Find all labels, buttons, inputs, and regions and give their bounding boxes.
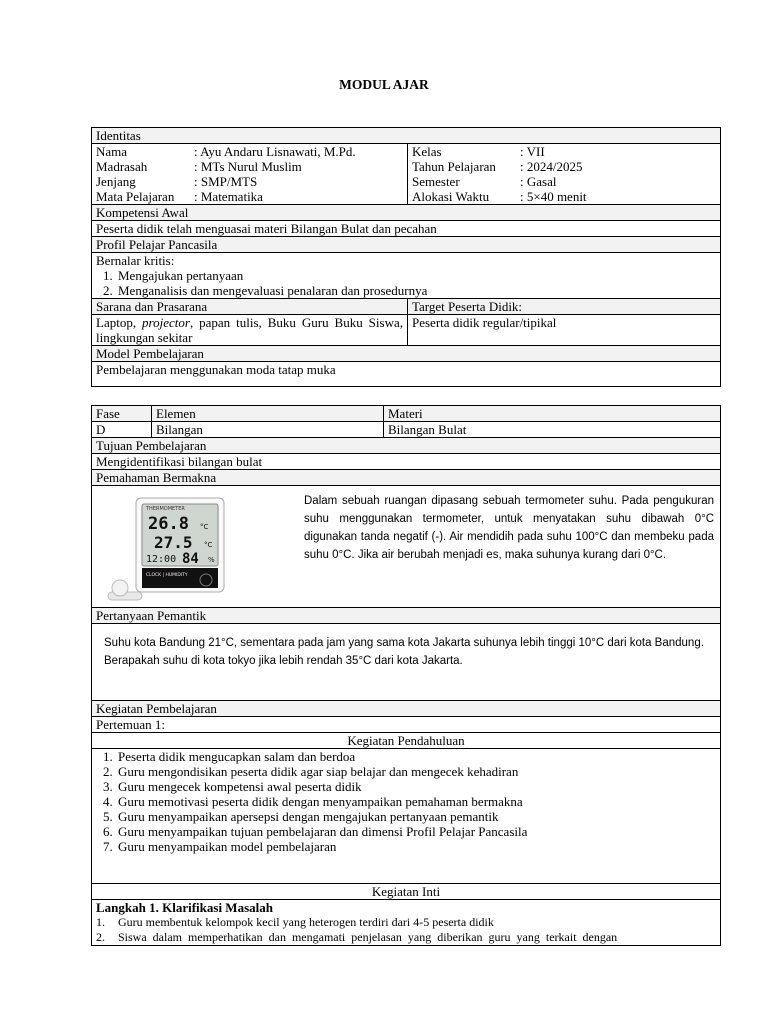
langkah1-item: 2. Siswa dalam memperhatikan dan mengamati penjelasan yang diberikan guru yang terkait dengan	[96, 930, 618, 944]
materi-table	[91, 405, 721, 946]
madrasah-value: : MTs Nurul Muslim	[194, 159, 302, 174]
profil-item: 1. Mengajukan pertanyaan	[116, 268, 716, 283]
thermometer-image	[92, 486, 304, 607]
identitas-left: Nama : Ayu Andaru Lisnawati, M.Pd. Madrasah : MTs Nurul Muslim Jenjang : SMP/MTS Mata Pelajaran : Matematika	[92, 144, 408, 205]
inti-content	[92, 900, 721, 946]
profil-intro: Bernalar kritis:	[96, 253, 175, 268]
elemen-value: Bilangan	[152, 422, 384, 438]
tahun-value: : 2024/2025	[520, 159, 583, 174]
tujuan-text: Mengidentifikasi bilangan bulat	[92, 454, 721, 470]
svg-text:THERMOMETER: THERMOMETER	[146, 506, 185, 512]
model-header: Model Pembelajaran	[92, 346, 721, 362]
alokasi-value: : 5×40 menit	[520, 189, 587, 204]
sarana-header: Sarana dan Prasarana	[92, 299, 408, 315]
jenjang-value: : SMP/MTS	[194, 174, 258, 189]
model-text: Pembelajaran menggunakan moda tatap muka	[92, 362, 721, 387]
kegiatan-header: Kegiatan Pembelajaran	[92, 701, 721, 717]
materi-header: Materi	[384, 406, 721, 422]
inti-header: Kegiatan Inti	[92, 884, 721, 900]
langkah1-title: Langkah 1. Klarifikasi Masalah	[96, 900, 273, 915]
thermometer-illustration	[106, 496, 226, 604]
svg-text:12:00: 12:00	[146, 554, 177, 565]
pertanyaan-text: Suhu kota Bandung 21°C, sementara pada jam yang sama kota Jakarta suhunya lebih tinggi 10°C dari kota Bandung. Berapakah suhu di kota tokyo jika lebih rendah 35°C dari kota Jakarta.	[92, 624, 721, 701]
svg-text:84: 84	[182, 551, 199, 567]
nama-value: : Ayu Andaru Lisnawati, M.Pd.	[194, 144, 356, 159]
fase-value: D	[92, 422, 152, 438]
pendahuluan-content	[92, 749, 721, 884]
pendahuluan-item: 2. Guru mengondisikan peserta didik agar siap belajar dan mengecek kehadiran	[116, 764, 716, 779]
document-title: MODUL AJAR	[339, 77, 429, 92]
identitas-header: Identitas	[92, 128, 721, 144]
pemahaman-text: Dalam sebuah ruangan dipasang sebuah termometer suhu. Pada pengukuran suhu menggunakan termometer, untuk menyatakan suhu dibawah 0°C digunakan tanda negatif (-). Air mendidih pada suhu 100°C dan membeku pada suhu 0°C. Jika air berubah menjadi es, maka suhunya kurang dari 0°C.	[304, 495, 714, 561]
pendahuluan-header: Kegiatan Pendahuluan	[92, 733, 721, 749]
sarana-text: Laptop, projector, papan tulis, Buku Guru Buku Siswa, lingkungan sekitar	[92, 315, 408, 346]
kompetensi-header: Kompetensi Awal	[92, 205, 721, 221]
target-header: Target Peserta Didik:	[408, 299, 721, 315]
materi-value: Bilangan Bulat	[384, 422, 721, 438]
pendahuluan-item: 3. Guru mengecek kompetensi awal peserta didik	[116, 779, 716, 794]
tujuan-header: Tujuan Pembelajaran	[92, 438, 721, 454]
pendahuluan-item: 5. Guru menyampaikan apersepsi dengan mengajukan pertanyaan pemantik	[116, 809, 716, 824]
langkah1-item: 1. Guru membentuk kelompok kecil yang heterogen terdiri dari 4-5 peserta didik	[96, 915, 494, 929]
kelas-value: : VII	[520, 144, 545, 159]
svg-text:CLOCK | HUMIDITY: CLOCK | HUMIDITY	[146, 573, 188, 578]
profil-header: Profil Pelajar Pancasila	[92, 237, 721, 253]
mapel-value: : Matematika	[194, 189, 263, 204]
identitas-right: Kelas : VII Tahun Pelajaran : 2024/2025 Semester : Gasal Alokasi Waktu : 5×40 menit	[408, 144, 721, 205]
pendahuluan-item: 4. Guru memotivasi peserta didik dengan menyampaikan pemahaman bermakna	[116, 794, 716, 809]
fase-header: Fase	[92, 406, 152, 422]
pemahaman-content	[92, 486, 721, 608]
kompetensi-text: Peserta didik telah menguasai materi Bilangan Bulat dan pecahan	[92, 221, 721, 237]
elemen-header: Elemen	[152, 406, 384, 422]
pendahuluan-item: 1. Peserta didik mengucapkan salam dan berdoa	[116, 749, 716, 764]
svg-text:°C: °C	[200, 523, 209, 531]
svg-text:26.8: 26.8	[148, 514, 189, 534]
svg-text:°C: °C	[204, 541, 213, 549]
svg-text:%: %	[208, 556, 215, 564]
pendahuluan-item: 7. Guru menyampaikan model pembelajaran	[116, 839, 716, 854]
pendahuluan-item: 6. Guru menyampaikan tujuan pembelajaran dan dimensi Profil Pelajar Pancasila	[116, 824, 716, 839]
pertanyaan-header: Pertanyaan Pemantik	[92, 608, 721, 624]
identitas-table	[91, 127, 721, 387]
profil-item: 2. Menganalisis dan mengevaluasi penalaran dan prosedurnya	[116, 283, 716, 298]
target-text: Peserta didik regular/tipikal	[408, 315, 721, 346]
pertemuan-label: Pertemuan 1:	[92, 717, 721, 733]
svg-text:27.5: 27.5	[154, 533, 193, 552]
semester-value: : Gasal	[520, 174, 557, 189]
pemahaman-header: Pemahaman Bermakna	[92, 470, 721, 486]
profil-content	[92, 253, 721, 299]
